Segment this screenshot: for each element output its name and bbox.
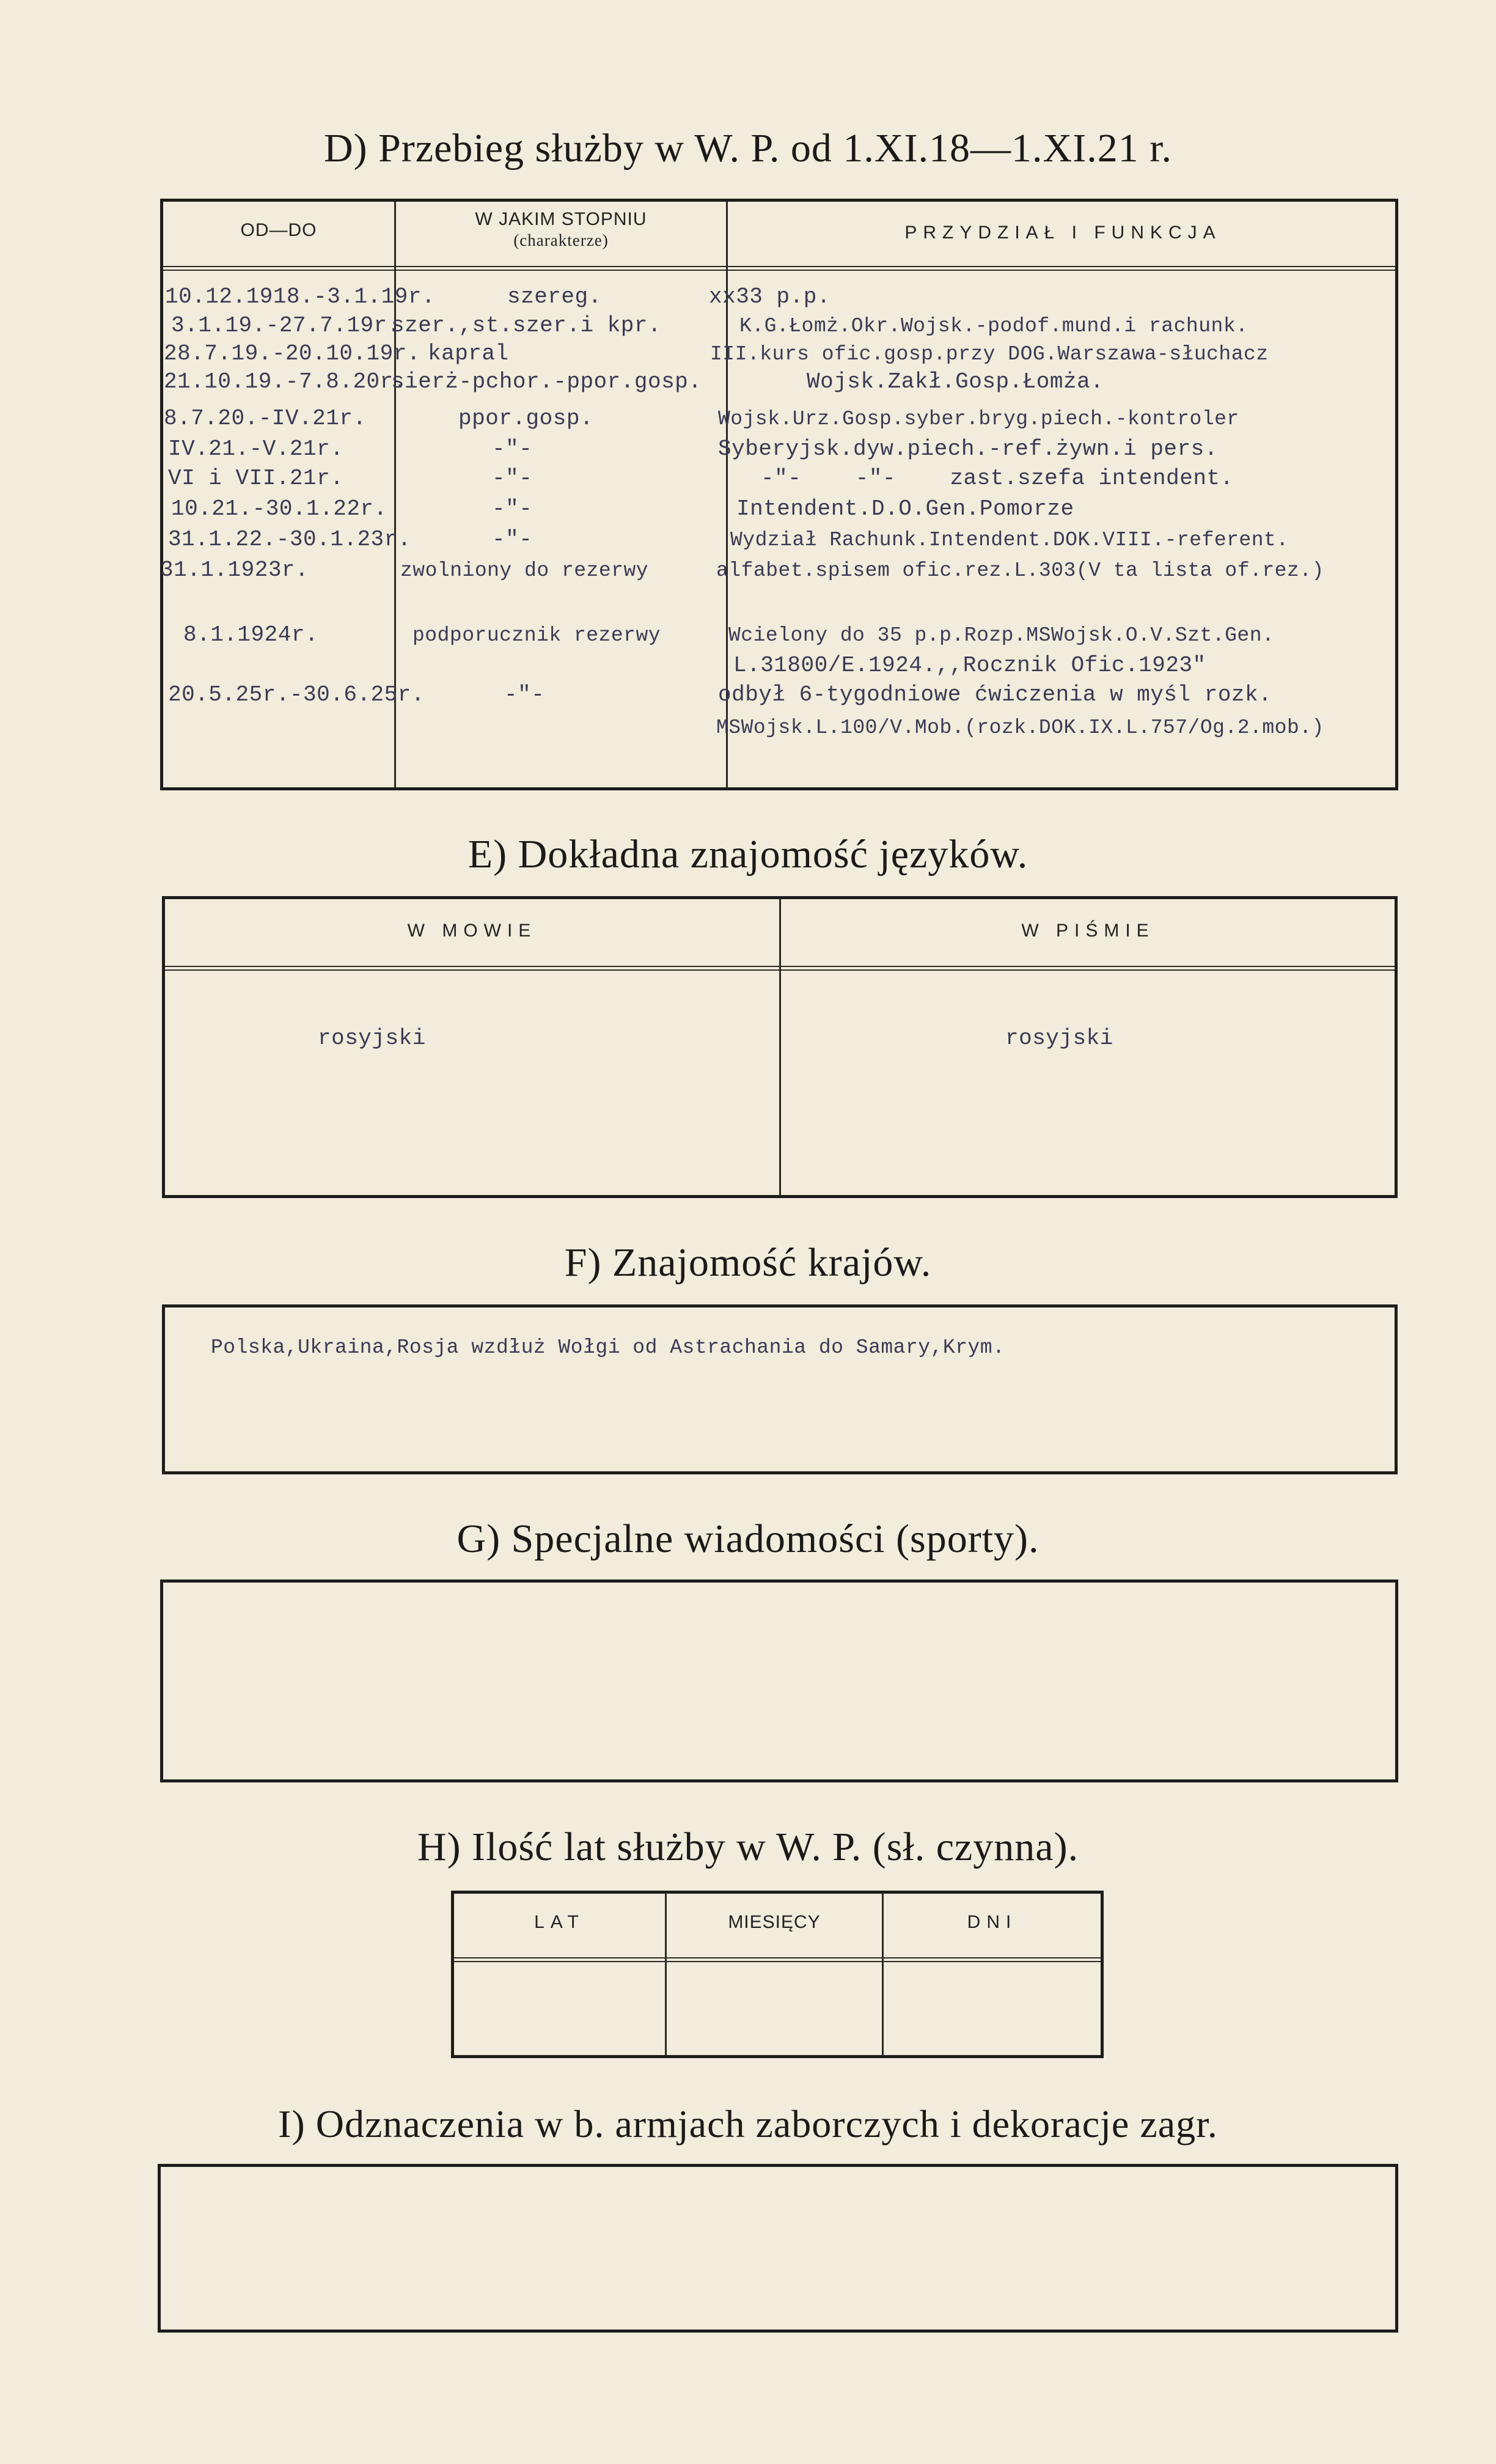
row-assignment: K.G.Łomż.Okr.Wojsk.-podof.mund.i rachunk.	[739, 315, 1248, 337]
header-rank: W JAKIM STOPNIU	[475, 209, 647, 229]
row-assignment: Wcielony do 35 p.p.Rozp.MSWojsk.O.V.Szt.Gen.	[728, 624, 1275, 647]
row-assignment: odbył 6-tygodniowe ćwiczenia w myśl rozk.	[718, 682, 1272, 707]
section-e-title: E) Dokładna znajomość języków.	[468, 832, 1028, 877]
header-days: DNI	[967, 1912, 1018, 1932]
row-rank: -"-	[492, 527, 533, 552]
section-h-title: H) Ilość lat służby w W. P. (sł. czynna).	[417, 1825, 1079, 1869]
row-rank: szereg.	[507, 284, 602, 309]
row-assignment: -"- -"- zast.szefa intendent.	[761, 466, 1234, 491]
row-date: 28.7.19.-20.10.19r.	[164, 341, 420, 366]
header-assignment: PRZYDZIAŁ I FUNKCJA	[904, 222, 1222, 243]
row-assignment: Wojsk.Urz.Gosp.syber.bryg.piech.-kontroler	[718, 408, 1239, 430]
row-rank: -"-	[492, 466, 533, 491]
language-speech-value: rosyjski	[318, 1026, 426, 1051]
header-od-do: OD—DO	[240, 220, 317, 240]
row-rank: ppor.gosp.	[458, 406, 594, 431]
section-g-title: G) Specjalne wiadomości (sporty).	[457, 1517, 1040, 1561]
row-assignment: Syberyjsk.dyw.piech.-ref.żywn.i pers.	[718, 436, 1218, 462]
countries-box	[162, 1304, 1398, 1474]
section-i-title: I) Odznaczenia w b. armjach zaborczych i dekoracje zagr.	[278, 2102, 1218, 2146]
language-writing-value: rosyjski	[1005, 1026, 1113, 1051]
section-f-title: F) Znajomość krajów.	[564, 1240, 932, 1285]
row-date: IV.21.-V.21r.	[168, 436, 344, 462]
countries-value: Polska,Ukraina,Rosja wzdłuż Wołgi od Astrachania do Samary,Krym.	[211, 1336, 1005, 1359]
row-date: 10.21.-30.1.22r.	[171, 496, 387, 521]
header-rule	[165, 966, 1395, 971]
row-assignment: III.kurs ofic.gosp.przy DOG.Warszawa-słuchacz	[710, 343, 1269, 366]
header-rule	[454, 1957, 1101, 1962]
row-date: 10.12.1918.-3.1.19r.	[165, 284, 436, 309]
row-date: VI i VII.21r.	[168, 466, 344, 491]
row-date: 20.5.25r.-30.6.25r.	[168, 682, 425, 707]
header-speech: W MOWIE	[407, 921, 537, 941]
row-date: 8.1.1924r.	[183, 622, 319, 647]
row-date: 21.10.19.-7.8.20r.	[164, 369, 407, 394]
row-date: 3.1.19.-27.7.19r.	[171, 313, 401, 338]
section-d-title: D) Przebieg służby w W. P. od 1.XI.18—1.XI.21 r.	[323, 126, 1173, 171]
row-date: 31.1.1923r.	[160, 557, 309, 583]
row-rank: podporucznik rezerwy	[413, 624, 661, 647]
row-date: 8.7.20.-IV.21r.	[164, 406, 367, 431]
row-assignment: xx33 p.p.	[709, 284, 831, 309]
row-assignment: alfabet.spisem ofic.rez.L.303(V ta lista of.rez.)	[716, 559, 1324, 582]
special-skills-box	[160, 1580, 1398, 1782]
row-rank: -"-	[504, 682, 545, 707]
row-rank: sierż-pchor.-ppor.gosp.	[391, 369, 702, 394]
row-assignment: Wojsk.Zakł.Gosp.Łomża.	[807, 369, 1104, 394]
header-years: LAT	[534, 1912, 585, 1932]
row-rank: zwolniony do rezerwy	[400, 559, 649, 582]
row-rank: -"-	[492, 436, 533, 462]
row-rank: kapral	[428, 341, 509, 366]
column-divider	[779, 899, 781, 1196]
header-writing: W PIŚMIE	[1021, 921, 1155, 941]
header-rank-sub: (charakterze)	[513, 231, 609, 249]
row-assignment: Intendent.D.O.Gen.Pomorze	[736, 496, 1074, 521]
decorations-box	[158, 2164, 1398, 2333]
row-rank: szer.,st.szer.i kpr.	[391, 313, 662, 338]
header-rule	[163, 266, 1395, 271]
row-assignment: MSWojsk.L.100/V.Mob.(rozk.DOK.IX.L.757/Og.2.mob.)	[716, 716, 1324, 739]
row-rank: -"-	[492, 496, 533, 521]
row-date: 31.1.22.-30.1.23r.	[168, 527, 411, 552]
row-assignment: L.31800/E.1924.,,Rocznik Ofic.1923"	[733, 653, 1206, 678]
row-assignment: Wydział Rachunk.Intendent.DOK.VIII.-referent.	[730, 529, 1289, 551]
header-months: MIESIĘCY	[728, 1912, 821, 1932]
